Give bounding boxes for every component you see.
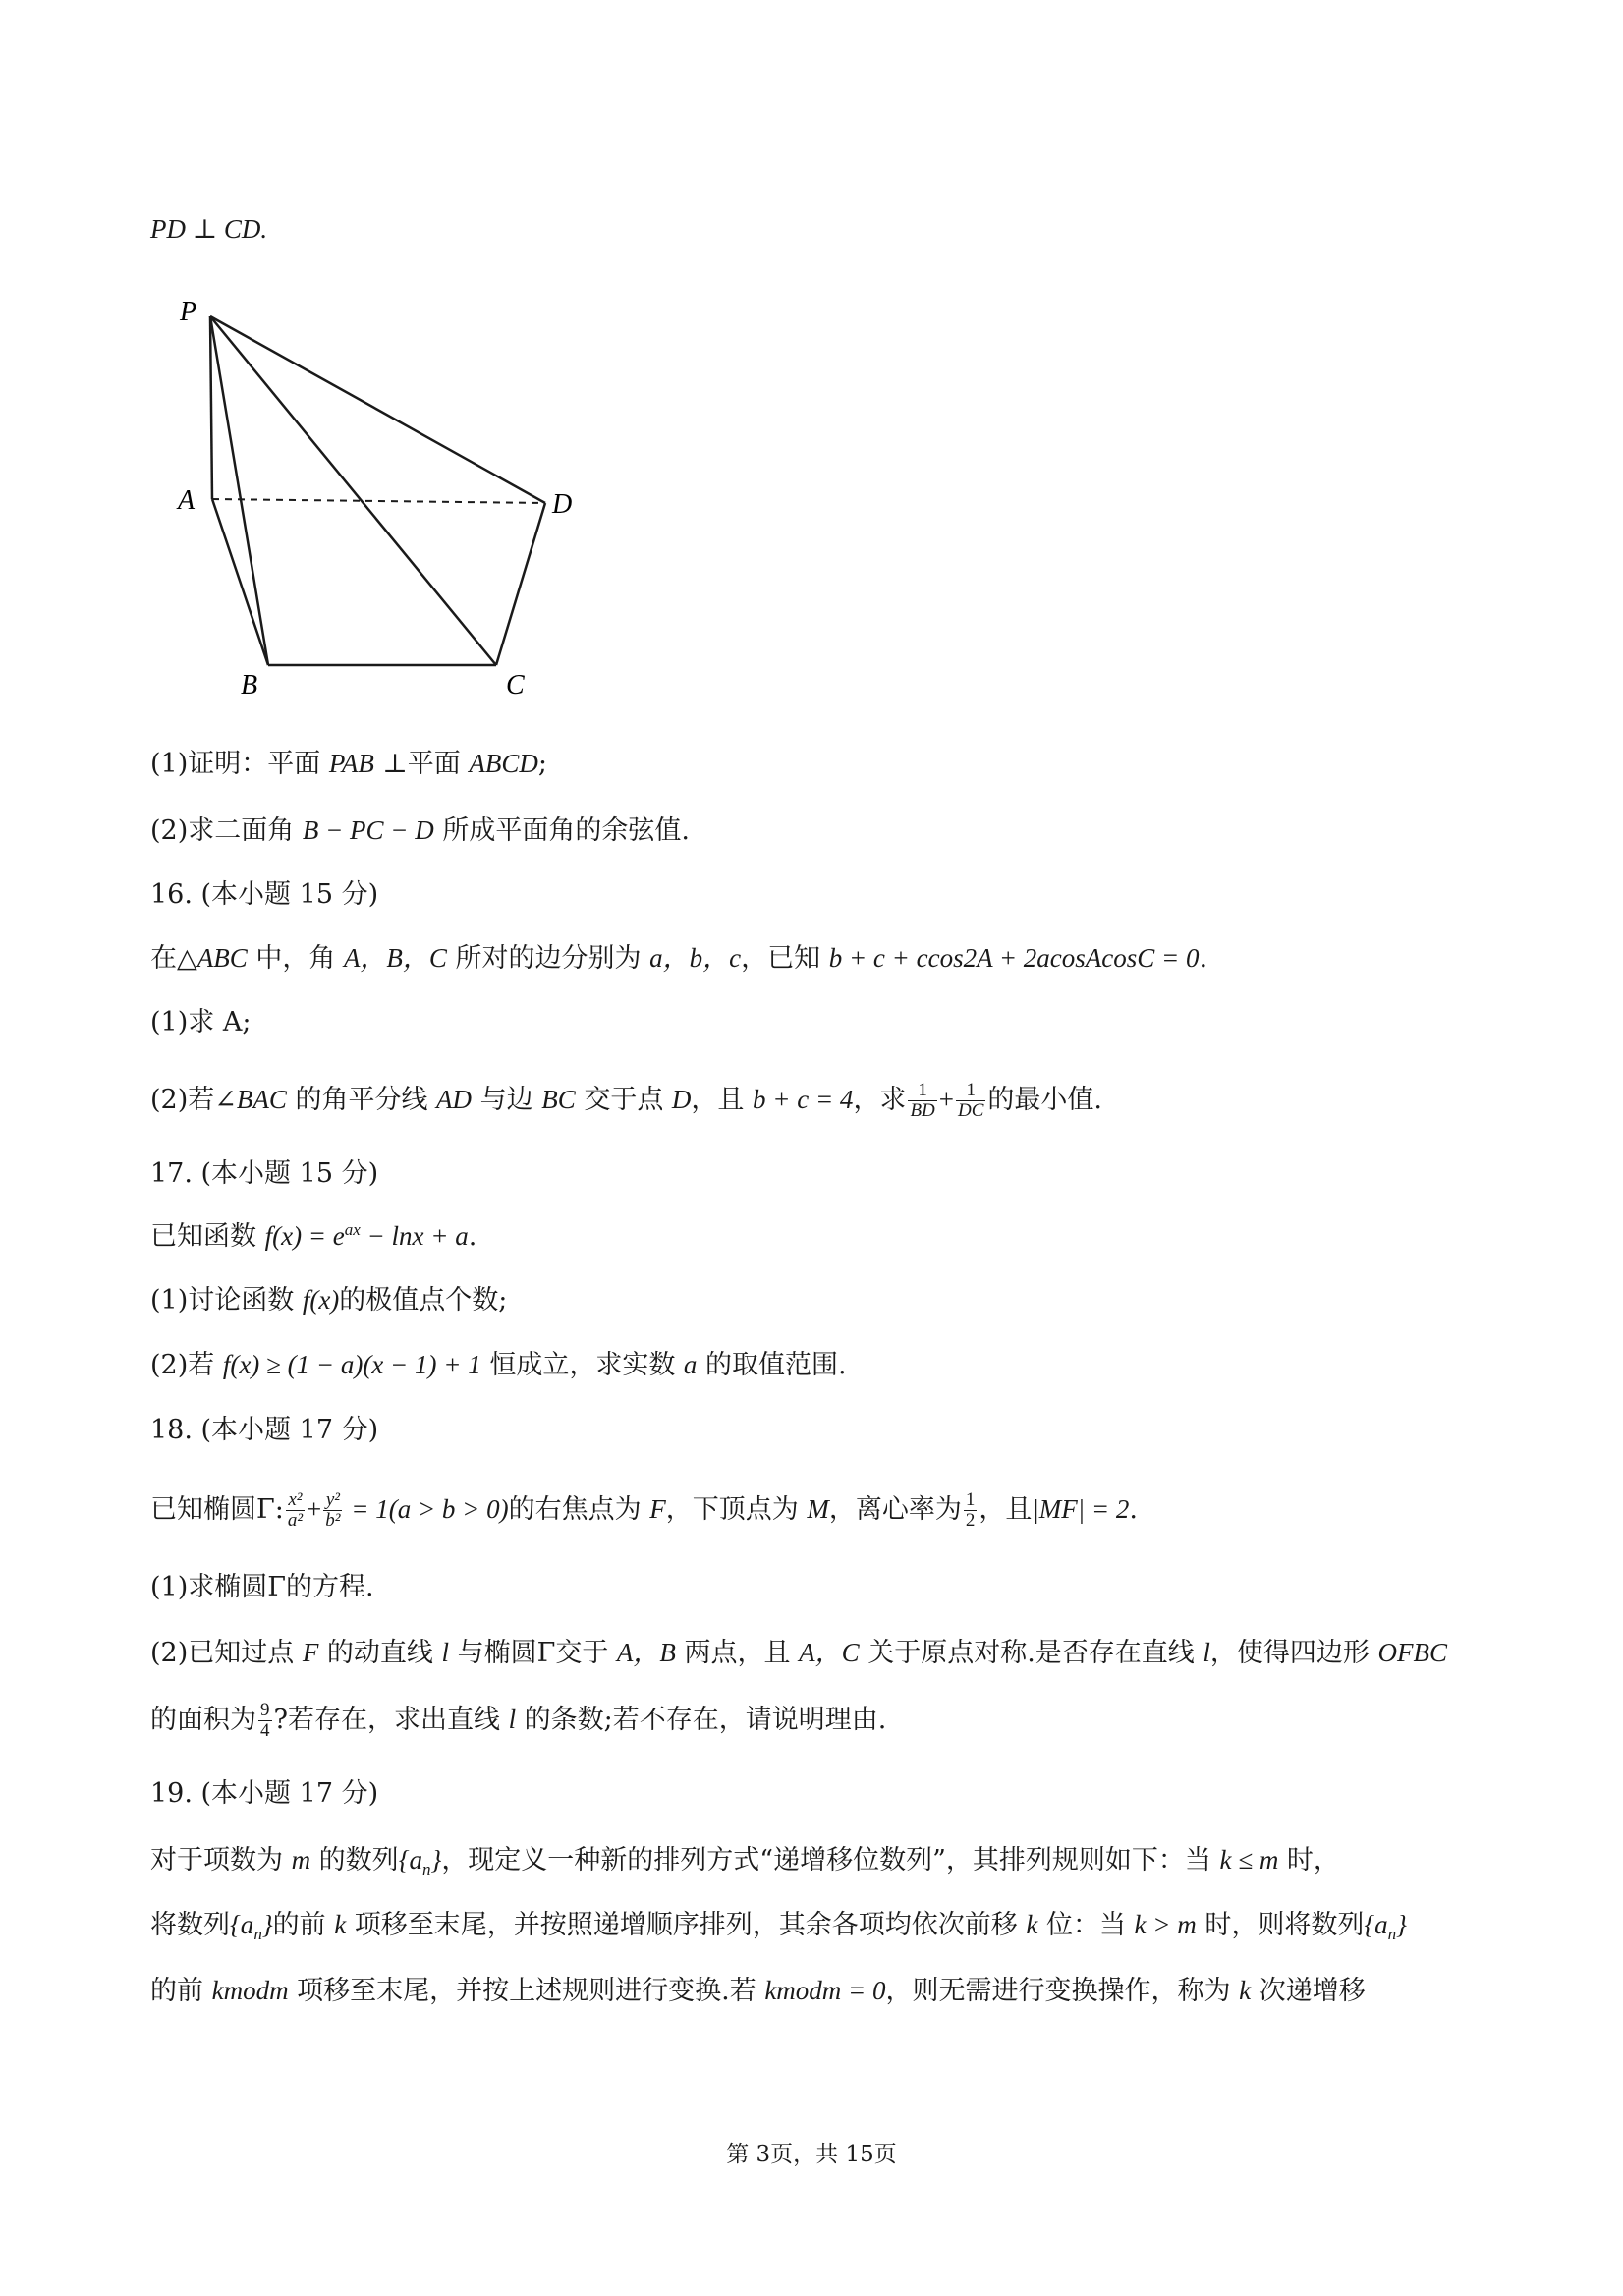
math: F [302, 1638, 319, 1667]
q16-part1: (1)求 A; [150, 1007, 252, 1037]
text: 的前 [150, 1976, 212, 2006]
math: f(x) ≥ (1 − a)(x − 1) + 1 [222, 1350, 481, 1379]
math: D [671, 1085, 692, 1114]
math: a [683, 1350, 698, 1379]
fraction-1-over-BD [908, 1081, 936, 1121]
fraction-1-over-2 [964, 1490, 978, 1531]
text: 与边 [472, 1085, 542, 1115]
text: 的右焦点为 [508, 1494, 650, 1525]
math: } [1396, 1910, 1407, 1939]
plus-sign: + [938, 1085, 954, 1114]
q18-stem [150, 1489, 1138, 1531]
numerator: 9 [260, 1700, 270, 1720]
numerator: 1 [908, 1081, 936, 1101]
text: 中，角 [247, 943, 344, 974]
edge-AB [212, 499, 268, 665]
text: 已知椭圆Γ: [150, 1494, 284, 1525]
numerator: y² [323, 1490, 342, 1511]
text: ，下顶点为 [665, 1494, 808, 1525]
math: A，B，C [343, 943, 447, 973]
label-P: P [180, 297, 197, 327]
math: {a [398, 1845, 422, 1875]
edge-PB [210, 316, 268, 665]
q16-header: 16. (本小题 15 分) [150, 879, 379, 910]
text: ，则无需进行变换操作，称为 [885, 1976, 1240, 2006]
text: 项移至末尾，并按上述规则进行变换.若 [288, 1976, 765, 2006]
text: 的条数;若不存在，请说明理由. [516, 1705, 887, 1735]
text: 的动直线 [318, 1638, 442, 1668]
fraction-9-over-4 [258, 1701, 272, 1741]
math: = 1(a > b > 0) [344, 1494, 509, 1524]
denominator: b² [325, 1510, 341, 1531]
numerator: 1 [956, 1081, 985, 1101]
text: 时， [1278, 1845, 1340, 1876]
text: ; [537, 749, 547, 779]
subscript: n [422, 1860, 431, 1878]
label-A: A [178, 485, 196, 516]
denominator: 2 [965, 1510, 976, 1531]
text: 所对的边分别为 [446, 943, 650, 974]
text: 的角平分线 [286, 1085, 437, 1115]
numerator: 1 [965, 1489, 976, 1510]
text: 的最小值. [987, 1085, 1102, 1115]
continued-condition: PD ⊥ CD. [150, 214, 268, 244]
text: 将数列 [150, 1910, 230, 1940]
math: k [1026, 1910, 1038, 1939]
text: 的极值点个数; [339, 1285, 508, 1316]
edge-PD [210, 316, 545, 503]
q15-part2 [150, 811, 690, 851]
math: k [1239, 1976, 1252, 2005]
text: (2)若∠ [150, 1085, 237, 1115]
math: f(x) = e [264, 1221, 345, 1251]
math: BC [541, 1085, 576, 1114]
text: ，离心率为 [828, 1494, 962, 1525]
pyramid-figure [167, 285, 629, 707]
subscript: n [1387, 1925, 1397, 1943]
edge-PA [210, 316, 212, 499]
math: l [508, 1705, 517, 1734]
math: AD [436, 1085, 473, 1114]
text: 已知函数 [150, 1221, 265, 1252]
math: PAB [328, 749, 374, 778]
q19-line3 [150, 1971, 1366, 2011]
math: m [291, 1845, 311, 1875]
denominator: DC [958, 1100, 984, 1121]
math: a，b，c [649, 943, 742, 973]
text: 位：当 [1037, 1910, 1135, 1940]
math: k ≤ m [1219, 1845, 1279, 1875]
math: ABCD [469, 749, 538, 778]
text: 关于原点对称.是否存在直线 [859, 1638, 1203, 1668]
math: } [430, 1845, 442, 1875]
text: (2)已知过点 [150, 1638, 303, 1668]
fraction-y2-over-b2 [323, 1490, 342, 1531]
q18-header: 18. (本小题 17 分) [150, 1415, 379, 1445]
text: 所成平面角的余弦值. [433, 815, 690, 846]
math: A，B [616, 1638, 676, 1667]
math: OFBC [1377, 1638, 1447, 1667]
math: F [649, 1494, 666, 1524]
text: ，使得四边形 [1209, 1638, 1378, 1668]
text: ?若存在，求出直线 [273, 1705, 509, 1735]
text: (1)证明：平面 [150, 749, 329, 779]
q19-line1 [150, 1840, 1340, 1880]
math: − lnx + a [360, 1221, 469, 1251]
q19-line2 [150, 1905, 1407, 1945]
math: B − PC − D [302, 815, 434, 845]
label-C: C [506, 670, 525, 700]
fraction-x2-over-a2 [286, 1490, 305, 1531]
q18-part2-line2 [150, 1700, 886, 1741]
math: b + c + ccos2A + 2acosAcosC = 0 [828, 943, 1200, 973]
plus-sign: + [307, 1494, 322, 1524]
text: 的数列 [310, 1845, 399, 1876]
q17-header: 17. (本小题 15 分) [150, 1158, 379, 1189]
math: BAC [236, 1085, 287, 1114]
text: ⊥平面 [373, 749, 470, 779]
denominator: 4 [260, 1720, 270, 1741]
text: 的前 [272, 1910, 335, 1940]
text: 恒成立，求实数 [480, 1350, 684, 1380]
text: 的面积为 [150, 1705, 256, 1735]
text: ，且 [979, 1494, 1033, 1525]
text: ，求 [853, 1085, 907, 1115]
fraction-1-over-DC [956, 1081, 985, 1121]
q16-stem [150, 938, 1207, 979]
text: . [468, 1221, 477, 1252]
math: |MF| = 2 [1032, 1494, 1130, 1524]
text: . [1129, 1494, 1138, 1525]
text: 对于项数为 [150, 1845, 292, 1876]
text: 交于点 [575, 1085, 672, 1115]
text: . [1199, 943, 1208, 974]
q18-part2-line1 [150, 1633, 1447, 1673]
edge-CD [496, 503, 545, 665]
label-B: B [241, 670, 258, 700]
exponent: ax [344, 1220, 361, 1239]
denominator: a² [287, 1510, 304, 1531]
math: b + c = 4 [753, 1085, 854, 1114]
edge-PC [210, 316, 496, 665]
text: 时，则将数列 [1196, 1910, 1365, 1940]
text: (2)求二面角 [150, 815, 303, 846]
denominator: BD [910, 1100, 935, 1121]
math: k [334, 1910, 347, 1939]
math: kmodm [211, 1976, 289, 2005]
label-D: D [552, 489, 573, 520]
text: ，已知 [741, 943, 829, 974]
math: {a [1364, 1910, 1388, 1939]
text: ，现定义一种新的排列方式“递增移位数列”，其排列规则如下：当 [441, 1845, 1220, 1876]
math: k > m [1134, 1910, 1197, 1939]
q19-header: 19. (本小题 17 分) [150, 1778, 379, 1809]
math: {a [230, 1910, 254, 1939]
q15-part1 [150, 744, 547, 784]
text: 与椭圆Γ交于 [449, 1638, 617, 1668]
math: } [261, 1910, 273, 1939]
math: l [1203, 1638, 1210, 1667]
q17-part1 [150, 1280, 507, 1320]
text: 在△ [150, 943, 197, 974]
text: 次递增移 [1251, 1976, 1366, 2006]
math: M [807, 1494, 829, 1524]
q16-part2 [150, 1080, 1102, 1121]
page-footer: 第 3页，共 15页 [726, 2142, 897, 2167]
text: (2)若 [150, 1350, 223, 1380]
text: 的取值范围. [697, 1350, 847, 1380]
math: A，C [799, 1638, 860, 1667]
q17-part2 [150, 1345, 847, 1385]
text: ，且 [691, 1085, 753, 1115]
text: 两点，且 [675, 1638, 800, 1668]
edge-AD-hidden [212, 499, 545, 503]
math: l [441, 1638, 450, 1667]
math: kmodm = 0 [764, 1976, 886, 2005]
math: ABC [196, 943, 248, 973]
math: f(x) [302, 1285, 340, 1315]
q18-part1: (1)求椭圆Γ的方程. [150, 1572, 374, 1602]
q17-stem [150, 1216, 476, 1257]
text: 项移至末尾，并按照递增顺序排列，其余各项均依次前移 [346, 1910, 1027, 1940]
numerator: x² [286, 1490, 305, 1511]
subscript: n [253, 1925, 262, 1943]
text: (1)讨论函数 [150, 1285, 303, 1316]
